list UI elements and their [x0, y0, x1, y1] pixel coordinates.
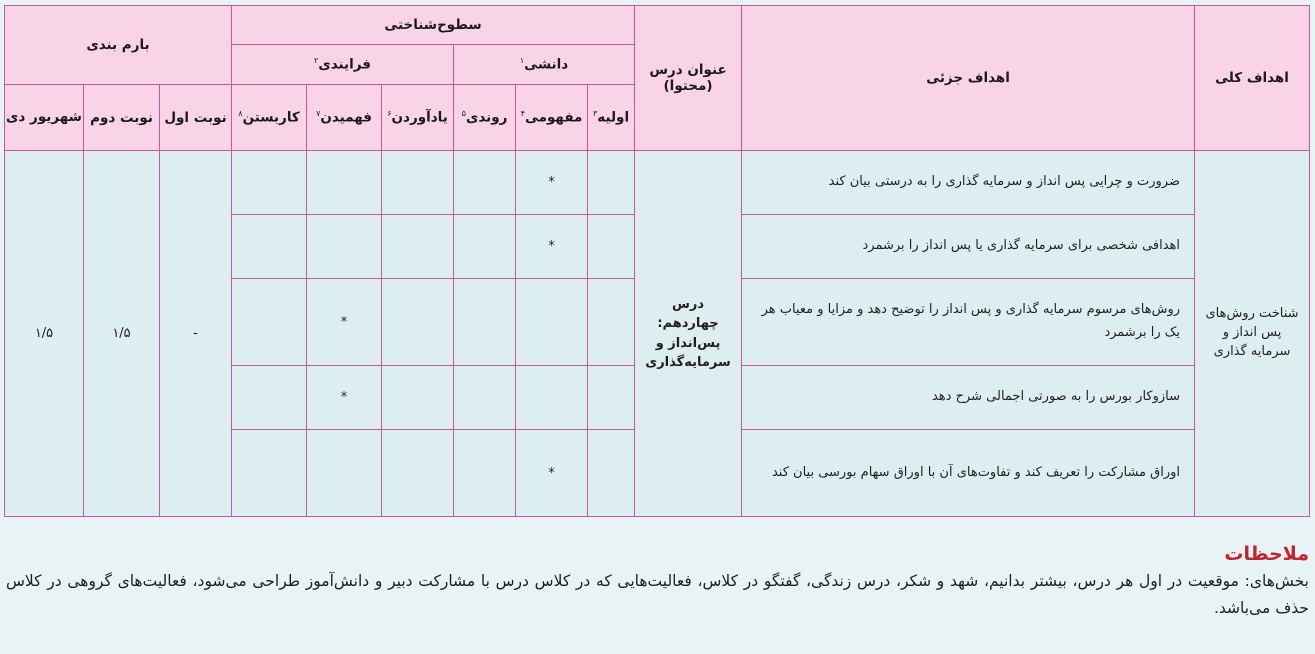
table-row — [5, 151, 1310, 215]
header-shahrivar-dey: شهریور دی — [5, 85, 84, 151]
mark-cell — [382, 151, 454, 215]
header-level-basic — [588, 85, 635, 151]
mark-cell — [588, 151, 635, 215]
mark-cell — [232, 279, 307, 366]
header-process — [232, 45, 454, 85]
mark-cell — [454, 430, 516, 517]
process-label: فرایندی — [318, 56, 371, 73]
header-level-understand — [307, 85, 382, 151]
mark-cell — [232, 151, 307, 215]
level-label: فهمیدن — [320, 109, 372, 126]
objective-cell: ضرورت و چرایی پس انداز و سرمایه گذاری را به درستی بیان کند — [742, 151, 1195, 215]
header-cognitive-levels: سطوح‌شناختی — [232, 6, 635, 45]
mark-cell: * — [516, 151, 588, 215]
mark-cell — [232, 215, 307, 279]
mark-cell — [588, 279, 635, 366]
notes-title: ملاحظات — [1224, 543, 1309, 565]
footnote-ref: ۱ — [519, 56, 525, 66]
footnote-ref: ۵ — [461, 109, 466, 119]
level-label: مفهومی — [524, 109, 583, 126]
header-level-procedural — [454, 85, 516, 151]
mark-cell: * — [516, 430, 588, 517]
notes-body: بخش‌های: موقعیت در اول هر درس، بیشتر بدانیم، شهد و شکر، درس زندگی، گفتگو در کلاس، فعالیت‌هایی که در کلاس درس با مشارکت دبیر و دانش‌آموز طراحی می‌شود، فعالیت‌های گروهی در کلاس حذف می‌باشد. — [6, 572, 1309, 617]
shahrivar-dey-score: ۱/۵ — [5, 151, 84, 517]
mark-cell — [516, 279, 588, 366]
mark-cell — [232, 430, 307, 517]
mark-cell — [382, 366, 454, 430]
objective-cell: اهدافی شخصی برای سرمایه گذاری یا پس انداز را برشمرد — [742, 215, 1195, 279]
first-term-score: - — [160, 151, 232, 517]
footnote-ref: ۸ — [238, 109, 243, 119]
mark-cell — [382, 430, 454, 517]
header-level-apply — [232, 85, 307, 151]
footnote-ref: ۷ — [316, 109, 321, 119]
level-label: کاربستن — [242, 109, 300, 126]
mark-cell — [307, 151, 382, 215]
mark-cell — [588, 430, 635, 517]
footnote-ref: ۳ — [592, 109, 598, 119]
second-term-score: ۱/۵ — [84, 151, 160, 517]
mark-cell — [307, 215, 382, 279]
level-label: روندی — [465, 109, 508, 126]
header-knowledge — [454, 45, 635, 85]
notes-section — [6, 540, 1309, 622]
header-specific-goals: اهداف جزئی — [742, 6, 1195, 151]
lesson-plan-table — [4, 5, 1310, 517]
mark-cell — [382, 215, 454, 279]
lesson-title-label: عنوان درس — [649, 62, 727, 78]
mark-cell — [588, 215, 635, 279]
footnote-ref: ۴ — [520, 109, 525, 119]
objective-cell: سازوکار بورس را به صورتی اجمالی شرح دهد — [742, 366, 1195, 430]
mark-cell — [307, 430, 382, 517]
footnote-ref: ۲ — [314, 56, 319, 66]
lesson-title-sub-label: (محتوا) — [663, 78, 713, 94]
mark-cell — [232, 366, 307, 430]
objective-cell: روش‌های مرسوم سرمایه گذاری و پس انداز را توضیح دهد و مزایا و معیاب هر یک را برشمرد — [742, 279, 1195, 366]
mark-cell: * — [307, 279, 382, 366]
mark-cell — [588, 366, 635, 430]
knowledge-label: دانشی — [524, 56, 569, 73]
header-level-conceptual — [516, 85, 588, 151]
mark-cell: * — [516, 215, 588, 279]
mark-cell — [454, 215, 516, 279]
level-label: اولیه — [597, 109, 630, 126]
objective-cell: اوراق مشارکت را تعریف کند و تفاوت‌های آن با اوراق سهام بورسی بیان کند — [742, 430, 1195, 517]
mark-cell — [516, 366, 588, 430]
header-lesson-title — [635, 6, 742, 151]
mark-cell — [382, 279, 454, 366]
mark-cell — [454, 151, 516, 215]
header-general-goals: اهداف کلی — [1195, 6, 1310, 151]
mark-cell — [454, 366, 516, 430]
lesson-plan-table-wrapper — [4, 5, 1309, 516]
general-goal-cell: شناخت روش‌های پس انداز و سرمایه گذاری — [1195, 151, 1310, 517]
footnote-ref: ۶ — [387, 109, 392, 119]
header-second-term: نوبت دوم — [84, 85, 160, 151]
header-first-term: نوبت اول — [160, 85, 232, 151]
lesson-title-cell: درس چهاردهم: پس‌انداز و سرمایه‌گذاری — [635, 151, 742, 517]
level-label: یادآوردن — [391, 109, 448, 126]
mark-cell: * — [307, 366, 382, 430]
mark-cell — [454, 279, 516, 366]
header-scoring: بارم بندی — [5, 6, 232, 85]
header-level-remember — [382, 85, 454, 151]
